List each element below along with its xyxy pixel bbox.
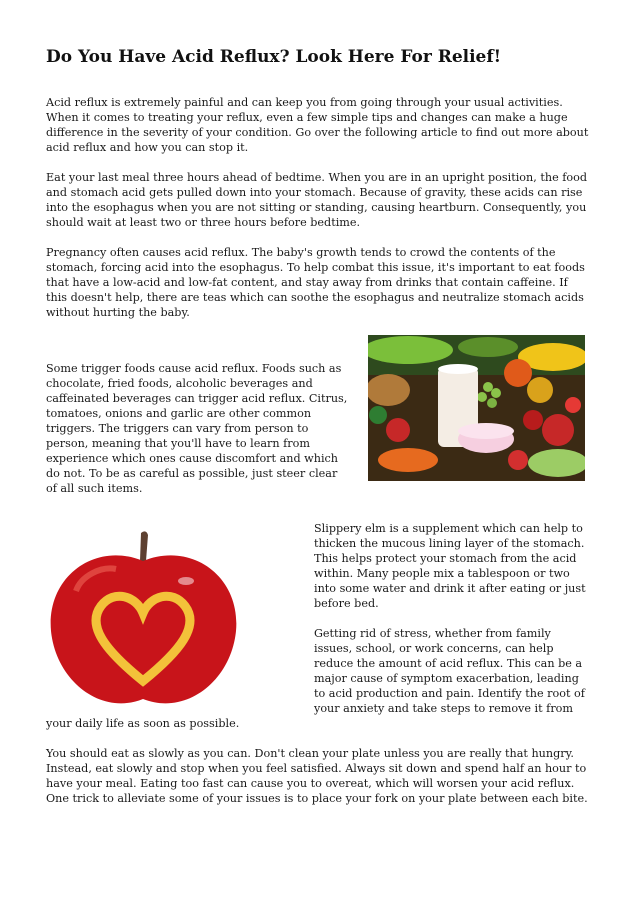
paragraph-pregnancy: Pregnancy often causes acid reflux. The baby's growth tends to crowd the contents of the stomach, forcing acid into the esophagus. To help combat this issue, it's important to eat foods that have a low-acid and low-fat content, and stay away from drinks that contain caffeine. If this doesn't help, there are teas which can soothe the esophagus and neutralize stomach acids without hurting the baby. <box>46 246 585 319</box>
paragraph-trigger-foods: Some trigger foods cause acid reflux. Foods such as chocolate, fried foods, alcoholic beverages and caffeinated beverages can trigger acid reflux. Citrus, tomatoes, onions and garlic are other common triggers. The triggers can vary from person to person, meaning that you'll have to learn from experience which ones cause discomfort and which do not. To be as careful as possible, just steer clear of all such items. <box>46 362 348 495</box>
paragraph-stress: Getting rid of stress, whether from family issues, school, or work concerns, can help reduce the amount of acid reflux. This can be a major cause of symptom exacerbation, leading to acid production and pain. Identify the root of your anxiety and take steps to remove it from your daily life as soon as possible. <box>46 627 585 730</box>
paragraph-bedtime: Eat your last meal three hours ahead of bedtime. When you are in an upright position, the food and stomach acid gets pulled down into your stomach. Because of gravity, these acids can rise into the esophagus when you are not sitting or standing, causing heartburn. Consequently, you should wait at least two or three hours before bedtime. <box>46 171 588 229</box>
vegetables-photo <box>368 335 585 481</box>
supplement-section <box>46 521 592 731</box>
paragraph-slippery-elm: Slippery elm is a supplement which can help to thicken the mucous lining layer of the stomach. This helps protect your stomach from the acid within. Many people mix a tablespoon or two into some water and drink it after eating or just before bed. <box>314 522 586 610</box>
apple-image <box>46 521 301 706</box>
paragraph-eat-slowly: You should eat as slowly as you can. Don't clean your plate unless you are really that hungry. Instead, eat slowly and stop when you feel satisfied. Always sit down and spend half an hour to have your meal. Eating too fast can cause you to overeat, which will worsen your acid reflux. One trick to alleviate some of your issues is to place your fork on your plate between each bite. <box>46 747 588 805</box>
article <box>46 46 592 821</box>
vegetables-image <box>368 335 585 481</box>
trigger-foods-section <box>46 335 592 493</box>
apple-photo <box>46 521 301 706</box>
paragraph-intro: Acid reflux is extremely painful and can keep you from going through your usual activities. When it comes to treating your reflux, even a few simple tips and changes can make a huge difference in the severity of your condition. Go over the following article to find out more about acid reflux and how you can stop it. <box>46 96 589 154</box>
article-title: Do You Have Acid Reflux? Look Here For Relief! <box>46 47 502 67</box>
